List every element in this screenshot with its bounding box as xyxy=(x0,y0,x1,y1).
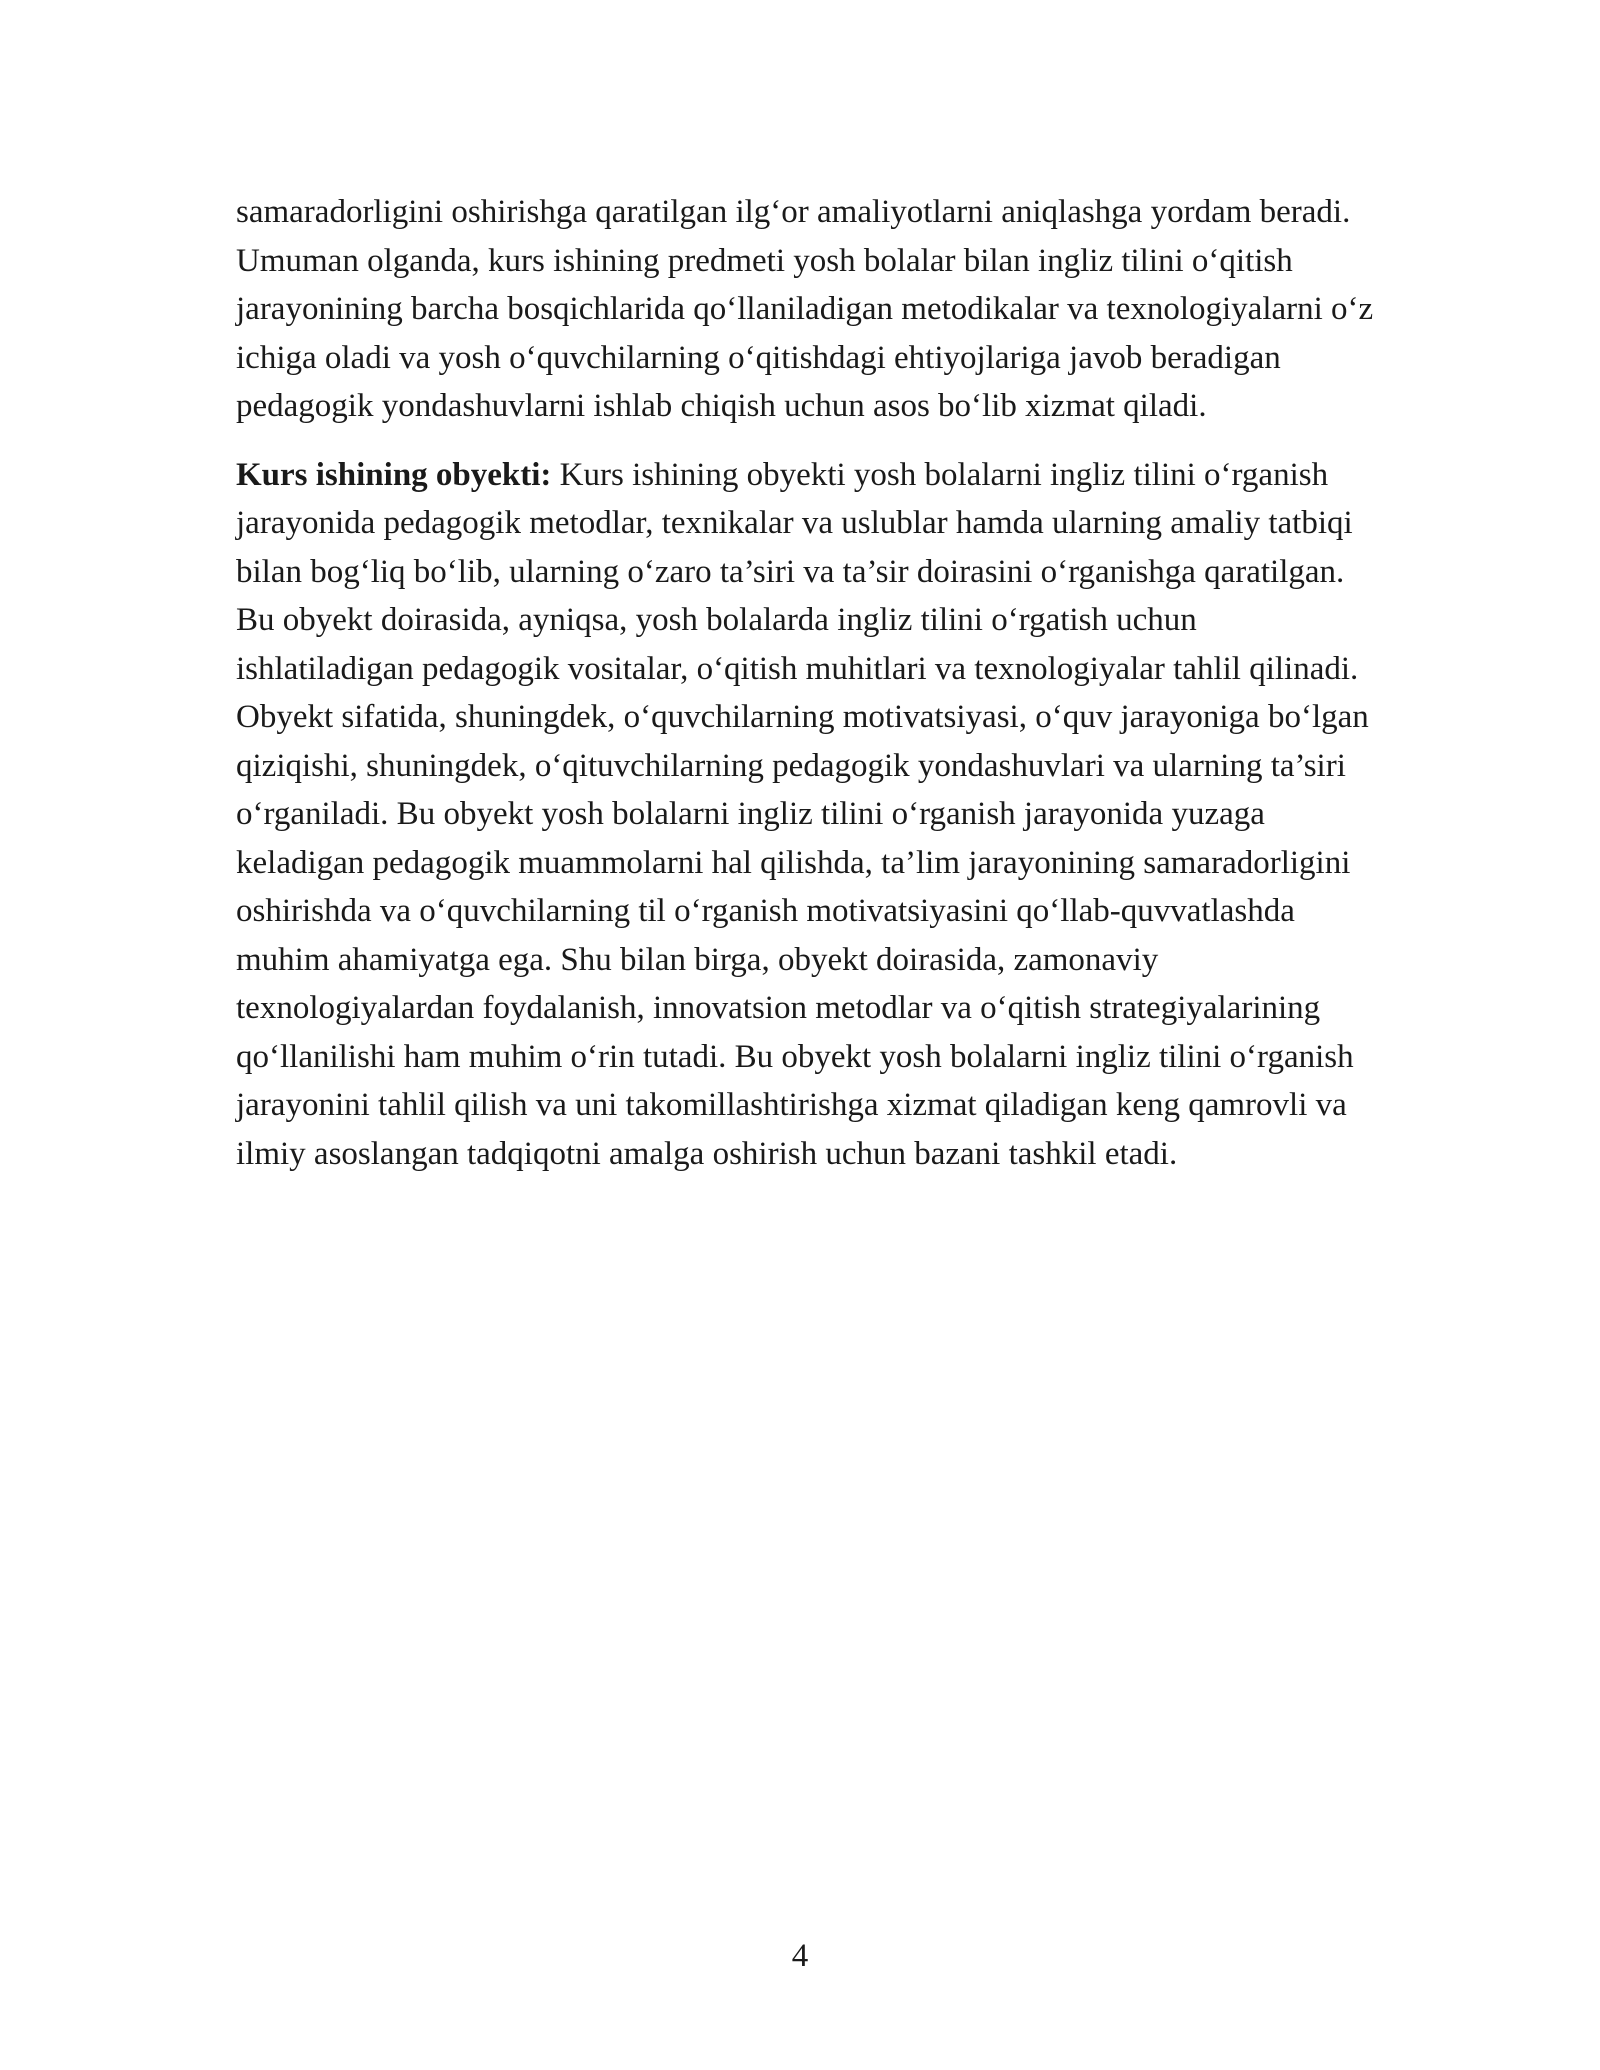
body-text xyxy=(236,188,1376,1178)
paragraph-object xyxy=(236,451,1376,1179)
paragraph-subject-continuation: samaradorligini oshirishga qaratilgan ilg‘or amaliyotlarni aniqlashga yordam beradi. Umuman olganda, kurs ishining predmeti yosh bolalar bilan ingliz tilini o‘qitish jarayonining barcha bosqichlarida qo‘llaniladigan metodikalar va texnologiyalarni o‘z ichiga oladi va yosh o‘quvchilarning o‘qitishdagi ehtiyojlariga javob beradigan pedagogik yondashuvlarni ishlab chiqish uchun asos bo‘lib xizmat qiladi. xyxy=(236,194,1374,424)
page-number: 4 xyxy=(791,1938,809,1974)
object-heading: Kurs ishining obyekti: xyxy=(236,456,552,493)
object-description: Kurs ishining obyekti yosh bolalarni ingliz tilini o‘rganish jarayonida pedagogik metodlar, texnikalar va uslublar hamda ularning amaliy tatbiqi bilan bog‘liq bo‘lib, ularning o‘zaro ta’siri va ta’sir doirasini o‘rganishga qaratilgan. Bu obyekt doirasida, ayniqsa, yosh bolalarda ingliz tilini o‘rgatish uchun ishlatiladigan pedagogik vositalar, o‘qitish muhitlari va texnologiyalar tahlil qilinadi. Obyekt sifatida, shuningdek, o‘quvchilarning motivatsiyasi, o‘quv jarayoniga bo‘lgan qiziqishi, shuningdek, o‘qituvchilarning pedagogik yondashuvlari va ularning ta’siri o‘rganiladi. Bu obyekt yosh bolalarni ingliz tilini o‘rganish jarayonida yuzaga keladigan pedagogik muammolarni hal qilishda, ta’lim jarayonining samaradorligini oshirishda va o‘quvchilarning til o‘rganish motivatsiyasini qo‘llab-quvvatlashda muhim ahamiyatga ega. Shu bilan birga, obyekt doirasida, zamonaviy texnologiyalardan foydalanish, innovatsion metodlar va o‘qitish strategiyalarining qo‘llanilishi ham muhim o‘rin tutadi. Bu obyekt yosh bolalarni ingliz tilini o‘rganish jarayonini tahlil qilish va uni takomillashtirishga xizmat qiladigan keng qamrovli va ilmiy asoslangan tadqiqotni amalga oshirish uchun bazani tashkil etadi. xyxy=(236,456,1369,1172)
